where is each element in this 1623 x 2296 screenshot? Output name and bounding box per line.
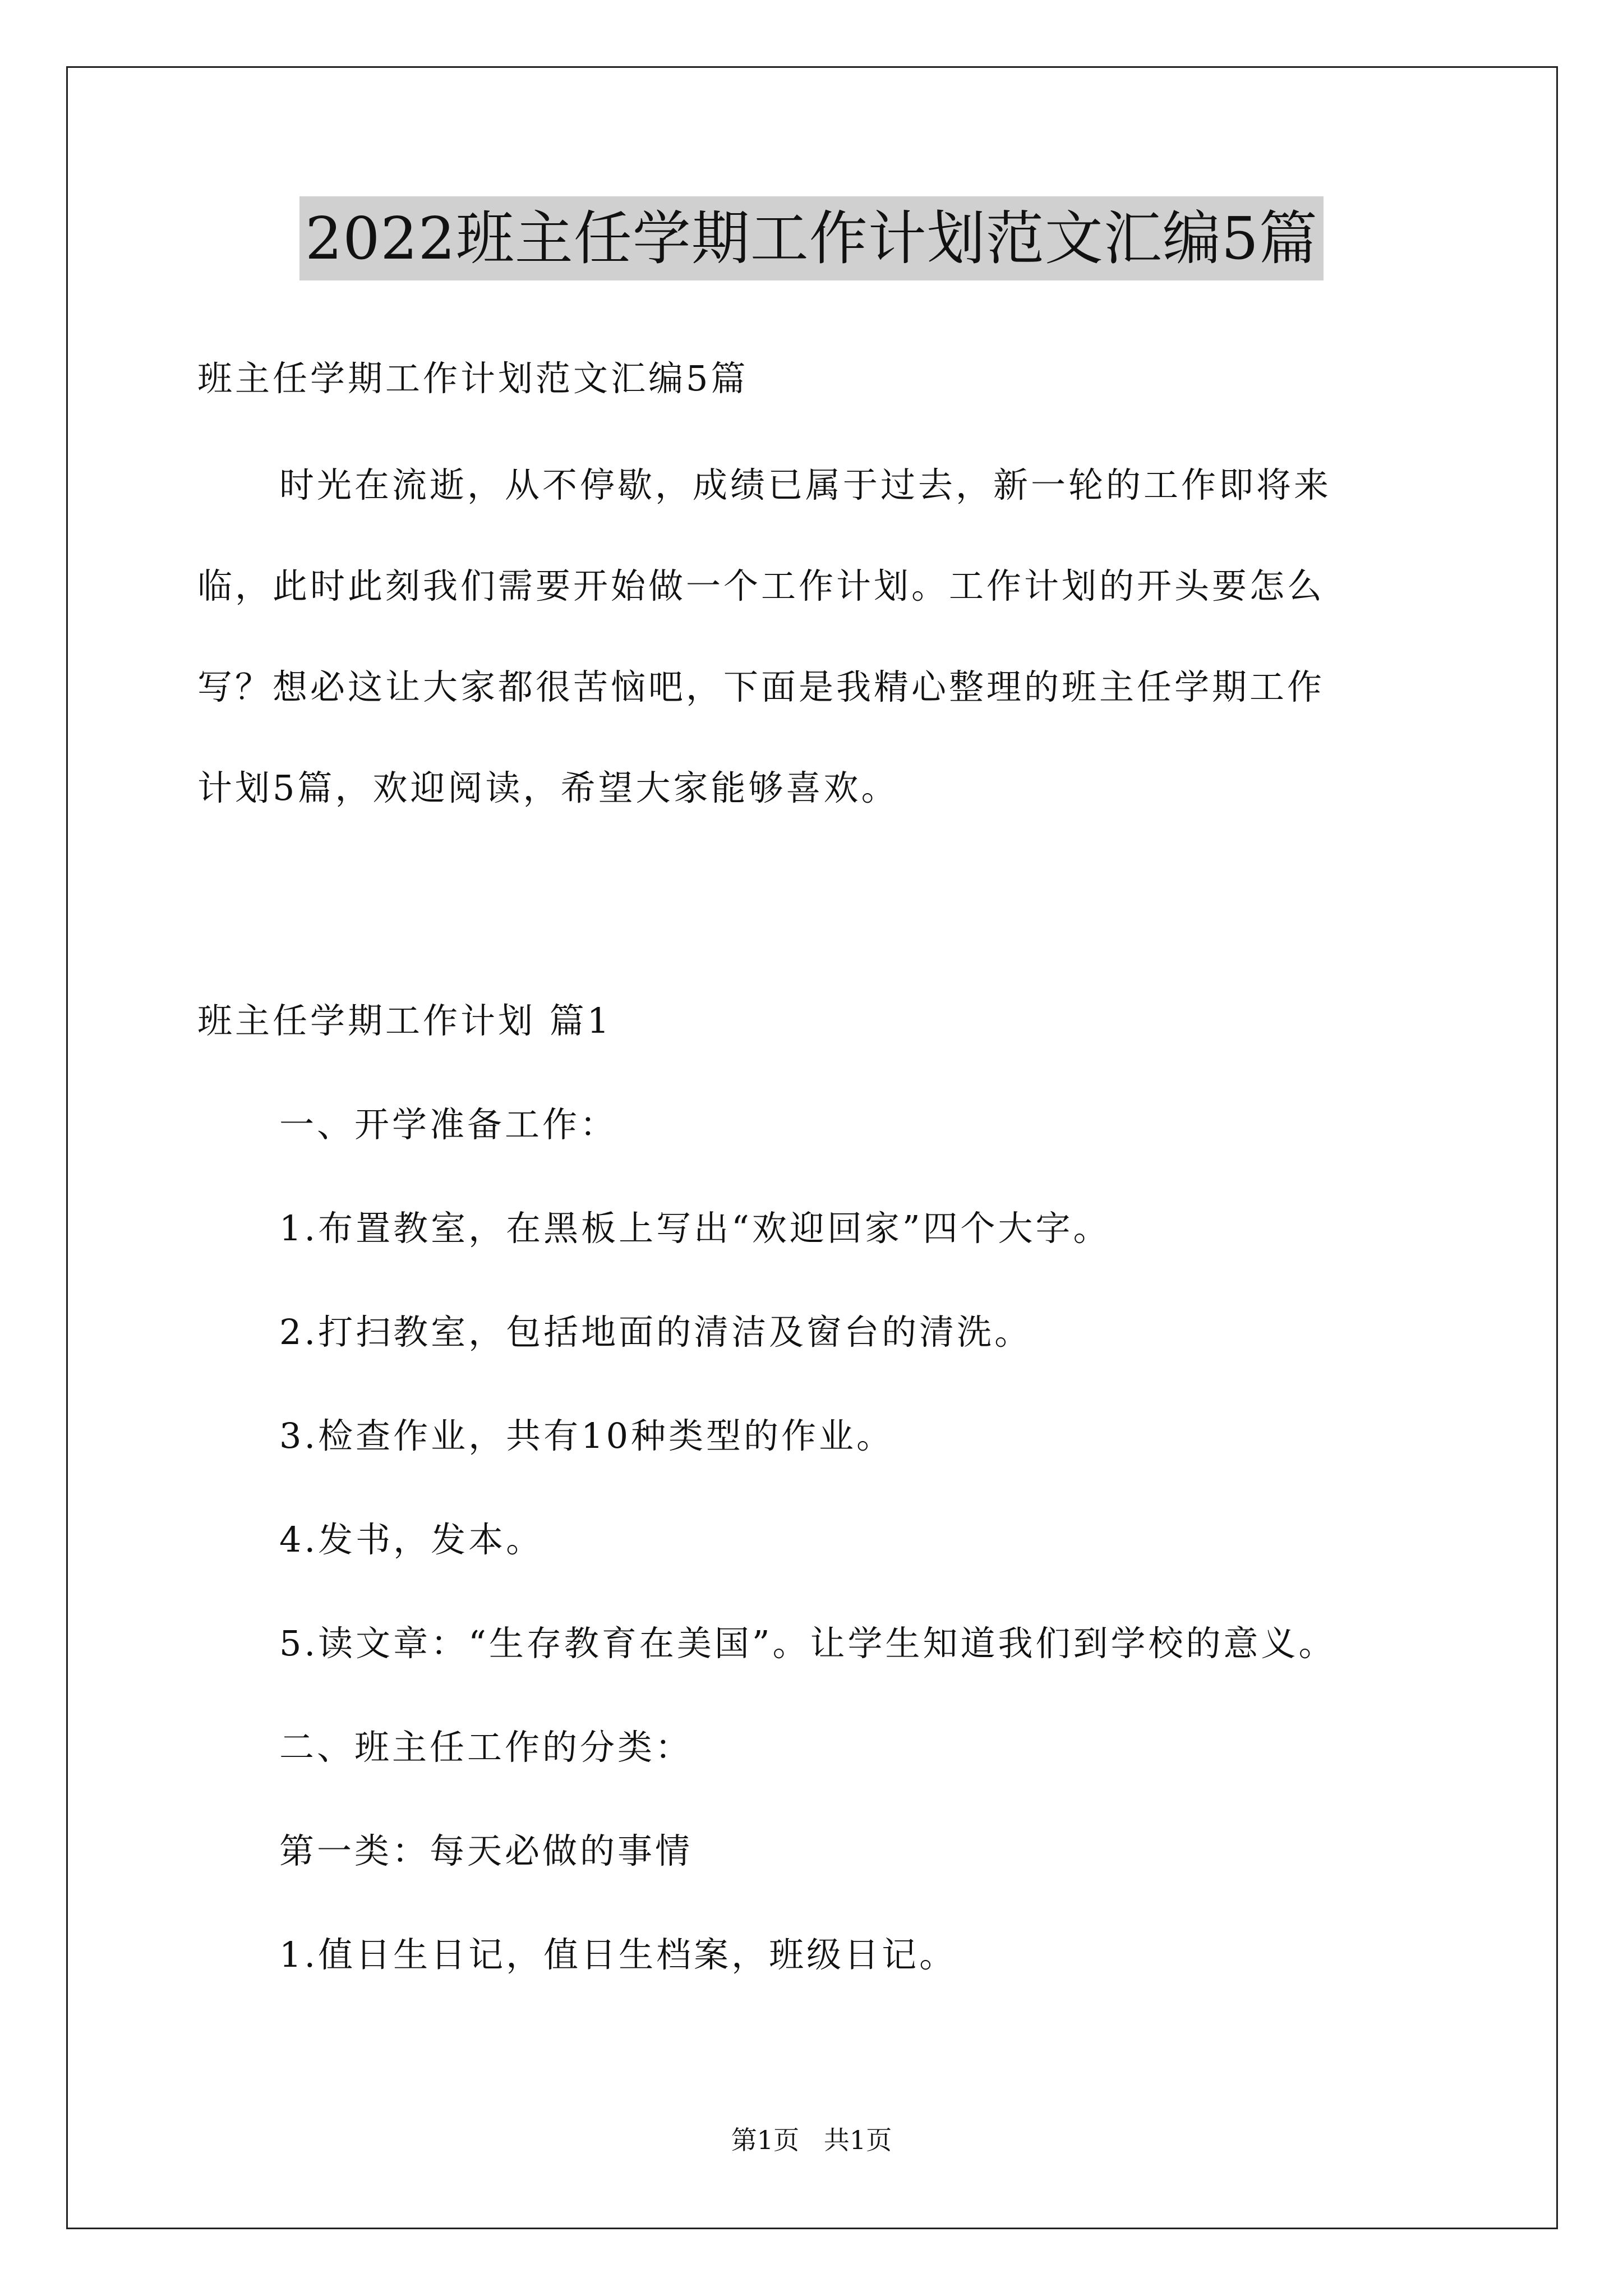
part2-heading: 二、班主任工作的分类： [279, 1727, 693, 1768]
part1-item-1: 1.布置教室，在黑板上写出“欢迎回家”四个大字。 [279, 1208, 1111, 1249]
part1-item-3: 3.检查作业，共有10种类型的作业。 [279, 1415, 895, 1456]
part1-item-4: 4.发书，发本。 [279, 1519, 544, 1560]
intro-line-4: 计划5篇，欢迎阅读，希望大家能够喜欢。 [197, 767, 899, 808]
intro-line-1: 时光在流逝，从不停歇，成绩已属于过去，新一轮的工作即将来 [279, 464, 1332, 505]
page-footer: 第1页 共1页 [731, 2125, 892, 2155]
category1-heading: 第一类：每天必做的事情 [279, 1830, 693, 1871]
part1-item-2: 2.打扫教室，包括地面的清洁及窗台的清洗。 [279, 1312, 1032, 1352]
section-heading: 班主任学期工作计划 篇1 [197, 1000, 612, 1041]
intro-line-2: 临，此时此刻我们需要开始做一个工作计划。工作计划的开头要怎么 [197, 565, 1325, 606]
intro-line-3: 写？想必这让大家都很苦恼吧，下面是我精心整理的班主任学期工作 [197, 666, 1325, 707]
part1-item-5: 5.读文章：“生存教育在美国”。让学生知道我们到学校的意义。 [279, 1623, 1336, 1664]
document-subtitle: 班主任学期工作计划范文汇编5篇 [197, 358, 749, 399]
document-title: 2022班主任学期工作计划范文汇编5篇 [299, 196, 1324, 280]
category1-item-1: 1.值日生日记，值日生档案，班级日记。 [279, 1934, 957, 1975]
title-container [0, 196, 1623, 280]
part1-heading: 一、开学准备工作： [279, 1104, 618, 1145]
